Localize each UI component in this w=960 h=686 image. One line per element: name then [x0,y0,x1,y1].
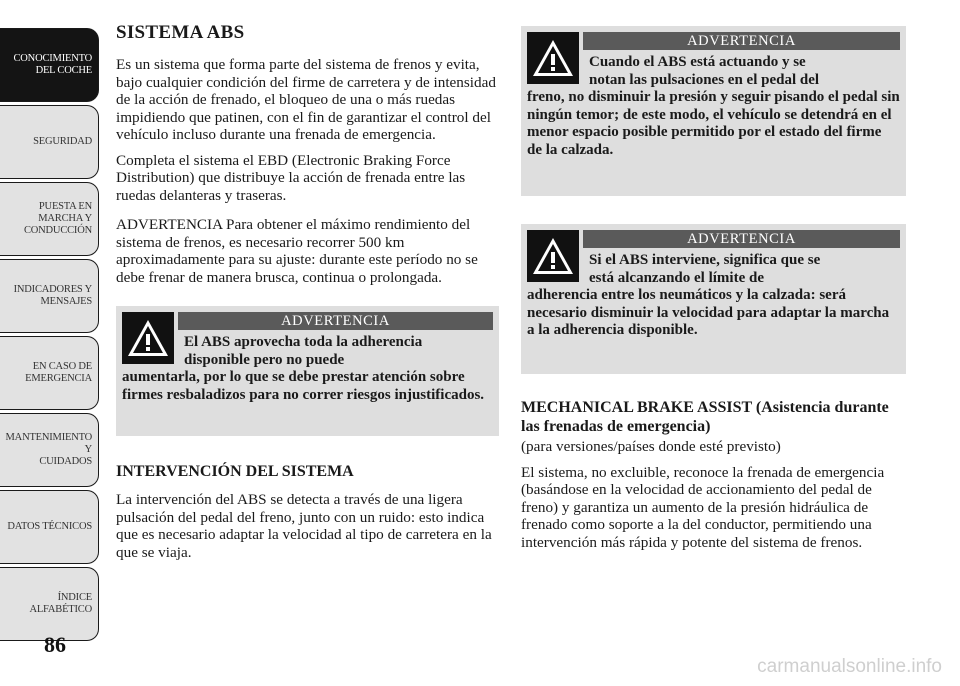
tab-label: ÍNDICE ALFABÉTICO [29,592,92,615]
tab-label: CONOCIMIENTO DEL COCHE [13,53,92,76]
tab-seguridad[interactable] [0,105,99,179]
warning-line: Si el ABS interviene, significa que se [589,252,821,268]
warning-box [116,306,499,436]
warning-rest: adherencia entre los neumáticos y la calzada: será necesario disminuir la velocidad para adaptar la marcha a la adherencia disponible. [527,287,890,338]
page-number: 86 [44,632,66,657]
warning-header: ADVERTENCIA [178,312,493,330]
warning-text [527,252,900,340]
warning-header: ADVERTENCIA [583,230,900,248]
warning-text [122,334,493,404]
left-column [116,22,500,569]
tab-puesta-en-marcha[interactable] [0,182,99,256]
tab-indice[interactable] [0,567,99,641]
tab-label: INDICADORES Y MENSAJES [13,284,92,307]
warning-triangle-icon [527,32,579,84]
tab-label: MANTENIMIENTO Y CUIDADOS [5,432,92,467]
tab-label: SEGURIDAD [33,136,92,147]
paragraph-advertencia: ADVERTENCIA Para obtener el máximo rendimiento del sistema de frenos, es necesario recorrer 500 km aproximadamente para su ajuste: durante este período no se debe frenar de manera brusca, continua o prolongada. [116,216,478,286]
right-column [521,26,907,559]
warning-rest: freno, no disminuir la presión y seguir pisando el pedal sin ningún temor; de este modo, el vehículo se detendrá en el menor espacio posible permitido por el estado del firme de la calzada. [527,89,900,158]
tab-label: EN CASO DE EMERGENCIA [25,361,92,384]
section-subtitle: (para versiones/países donde esté previsto) [521,438,781,455]
warning-text [527,54,900,159]
section-title: INTERVENCIÓN DEL SISTEMA [116,463,354,480]
page-title: SISTEMA ABS [116,22,245,43]
warning-rest: aumentarla, por lo que se debe prestar atención sobre firmes resbaladizos para no correr riesgos injustificados. [122,369,485,403]
warning-header: ADVERTENCIA [583,32,900,50]
tab-emergencia[interactable] [0,336,99,410]
warning-line: notan las pulsaciones en el pedal del [589,71,820,88]
warning-line: está alcanzando el límite de [589,269,764,286]
warning-line: disponible pero no puede [184,351,345,368]
watermark: carmanualsonline.info [757,656,942,677]
warning-box [521,224,906,374]
tab-datos-tecnicos[interactable] [0,490,99,564]
warning-line: Cuando el ABS está actuando y se [589,54,806,70]
tab-mantenimiento[interactable] [0,413,99,487]
tab-label: DATOS TÉCNICOS [7,521,92,532]
section-title: MECHANICAL BRAKE ASSIST (Asistencia durante las frenadas de emergencia) [521,399,889,435]
paragraph-abs-intro: Es un sistema que forma parte del sistema de frenos y evita, bajo cualquier condición del firme de carretera y de intensidad de la acción de frenado, el bloqueo de una o más ruedas impidiendo que patinen, con el fin de garantizar el control del vehículo incluso durante una frenada de emergencia. [116,56,496,143]
tab-conocimiento-del-coche[interactable] [0,28,99,102]
tab-label: PUESTA EN MARCHA Y CONDUCCIÓN [23,201,92,236]
paragraph-intervencion: La intervención del ABS se detecta a través de una ligera pulsación del pedal del freno, junto con un ruido: esto indica que es necesario adaptar la velocidad al tipo de carretera en la que se viaja. [116,491,492,561]
tab-indicadores[interactable] [0,259,99,333]
warning-box [521,26,906,196]
warning-triangle-icon [122,312,174,364]
warning-triangle-icon [527,230,579,282]
paragraph-mba: El sistema, no excluible, reconoce la frenada de emergencia (basándose en la velocidad de accionamiento del pedal de freno) y garantiza un aumento de la presión hidráulica de frenado como soporte a la del conductor, permitiendo una intervención más rápida y potente del sistema de frenos. [521,463,885,551]
warning-line: El ABS aprovecha toda la adherencia [184,334,423,350]
paragraph-ebd: Completa el sistema el EBD (Electronic Braking Force Distribution) que distribuye la acción de frenada entre las ruedas delanteras y traseras. [116,151,466,204]
